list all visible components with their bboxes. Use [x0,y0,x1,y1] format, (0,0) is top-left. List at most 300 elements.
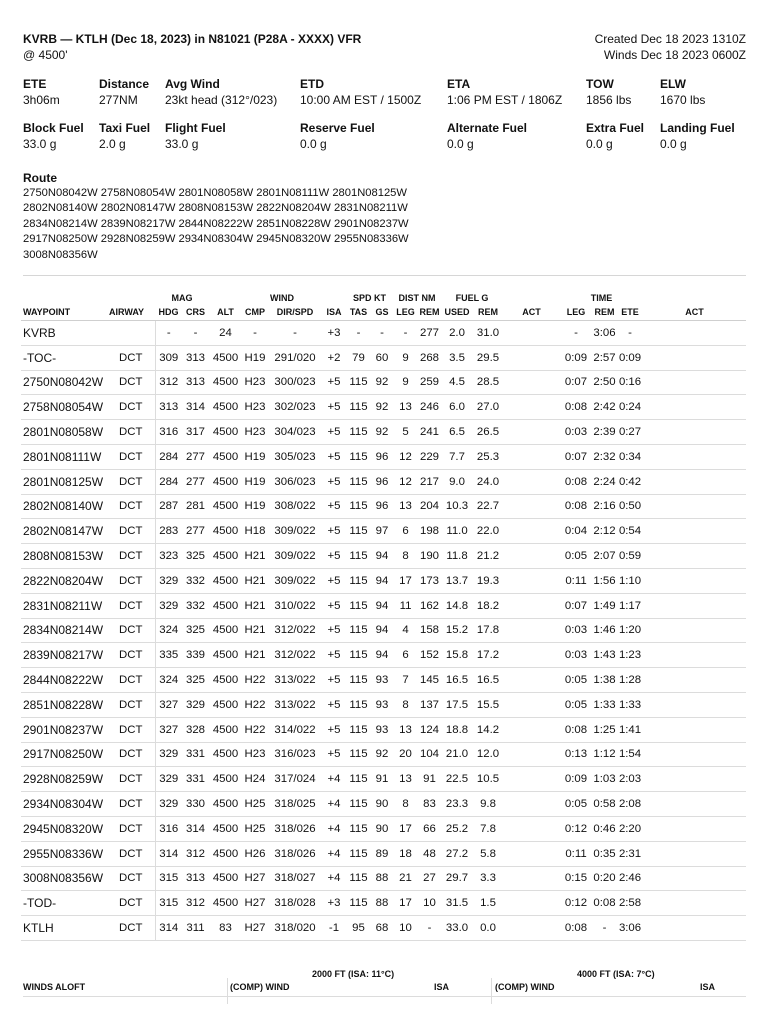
cell-hdg: 329 [155,568,182,593]
cell-fuel-used: 17.5 [441,692,473,717]
cell-alt: 4500 [209,767,242,792]
cell-wind-cmp: H21 [242,544,268,569]
cell-time-rem: 0:20 [592,866,617,891]
cell-ete: 2:03 [617,767,643,792]
cell-fuel-used: 7.7 [441,444,473,469]
cell-waypoint: 2928N08259W [21,767,107,792]
cell-crs: 311 [182,916,209,941]
cell-time-leg: 0:03 [560,643,592,668]
cell-wind-cmp: H19 [242,345,268,370]
group-distance: DIST NM [398,293,436,303]
cell-time-rem: 2:42 [592,395,617,420]
cell-dist-rem: 241 [418,420,441,445]
cell-waypoint: 2901N08237W [21,717,107,742]
cell-crs: 313 [182,370,209,395]
cell-hdg: 314 [155,916,182,941]
cell-time-rem: 0:46 [592,816,617,841]
cell-hdg: 315 [155,866,182,891]
cell-time-leg: 0:08 [560,916,592,941]
cell-dist-leg: 9 [393,345,418,370]
cell-airway: DCT [107,866,155,891]
cell-crs: 331 [182,742,209,767]
cell-time-leg: 0:11 [560,841,592,866]
cell-fuel-used: 10.3 [441,494,473,519]
cell-alt: 24 [209,321,242,346]
cell-fuel-rem: 12.0 [473,742,503,767]
cell-time-rem: 2:07 [592,544,617,569]
cell-airway [107,321,155,346]
cell-alt: 4500 [209,420,242,445]
cell-crs: 325 [182,544,209,569]
cell-dist-rem: 48 [418,841,441,866]
cell-wind-cmp: H19 [242,444,268,469]
cell-time-leg: 0:08 [560,494,592,519]
cell-time-act [643,742,746,767]
cell-ete: 1:17 [617,593,643,618]
cell-wind-dir-spd: 318/026 [268,816,322,841]
cell-time-leg: 0:15 [560,866,592,891]
cell-airway: DCT [107,395,155,420]
cell-time-rem: 1:56 [592,568,617,593]
fuel-row [23,120,753,164]
cell-hdg: 313 [155,395,182,420]
cell-hdg: 335 [155,643,182,668]
cell-gs: 96 [371,444,393,469]
cell-time-act [643,494,746,519]
cell-time-act [643,593,746,618]
cell-tas: 115 [346,692,371,717]
cell-time-act [643,544,746,569]
cell-crs: 329 [182,692,209,717]
cell-isa: +4 [322,767,346,792]
cell-tas: 115 [346,395,371,420]
cell-crs: 325 [182,668,209,693]
cell-time-act [643,767,746,792]
cell-gs: 94 [371,618,393,643]
cell-tas: 115 [346,866,371,891]
cell-ete: 2:46 [617,866,643,891]
cell-waypoint: KTLH [21,916,107,941]
col-header-dist-rem: REM [418,303,441,321]
cell-time-act [643,420,746,445]
cell-isa: +5 [322,469,346,494]
col-header-wind-dir-spd: DIR/SPD [268,303,322,321]
cell-airway: DCT [107,841,155,866]
cell-isa: +3 [322,891,346,916]
cell-dist-rem: 66 [418,816,441,841]
cell-waypoint: 2955N08336W [21,841,107,866]
cell-dist-leg: 12 [393,444,418,469]
winds-timestamp: Winds Dec 18 2023 0600Z [603,48,746,62]
cell-airway: DCT [107,643,155,668]
cell-waypoint: KVRB [21,321,107,346]
cell-wind-cmp: H23 [242,742,268,767]
cell-wind-dir-spd: 306/023 [268,469,322,494]
cell-hdg: 287 [155,494,182,519]
cell-gs: 96 [371,494,393,519]
cell-dist-rem: 27 [418,866,441,891]
cell-airway: DCT [107,816,155,841]
cell-airway: DCT [107,717,155,742]
cell-fuel-used: 22.5 [441,767,473,792]
cell-fuel-used: 6.0 [441,395,473,420]
table-row [21,717,746,742]
cell-time-rem: 2:50 [592,370,617,395]
cell-hdg: 327 [155,692,182,717]
cell-dist-rem: - [418,916,441,941]
summary-ete: ETE 3h06m [23,77,60,107]
cell-time-act [643,345,746,370]
cell-isa: +4 [322,792,346,817]
cell-crs: 332 [182,568,209,593]
cell-alt: 4500 [209,469,242,494]
summary-eta: ETA 1:06 PM EST / 1806Z [447,77,563,107]
cell-time-rem: 0:08 [592,891,617,916]
cell-airway: DCT [107,568,155,593]
cell-alt: 4500 [209,519,242,544]
table-row [21,321,746,346]
cell-time-rem: - [592,916,617,941]
cell-airway: DCT [107,519,155,544]
cell-alt: 4500 [209,692,242,717]
cell-crs: 281 [182,494,209,519]
cell-waypoint: 2839N08217W [21,643,107,668]
cell-gs: 96 [371,469,393,494]
cell-crs: 277 [182,444,209,469]
cell-gs: 94 [371,643,393,668]
fuel-block: Block Fuel 33.0 g [23,121,84,151]
fuel-taxi: Taxi Fuel 2.0 g [99,121,151,151]
cell-time-rem: 1:46 [592,618,617,643]
cell-isa: +5 [322,420,346,445]
cell-time-act [643,668,746,693]
header-timestamps [595,31,746,63]
cell-wind-cmp: H21 [242,643,268,668]
cell-fuel-used: 13.7 [441,568,473,593]
cell-fuel-used: 15.2 [441,618,473,643]
cell-wind-dir-spd: 318/027 [268,866,322,891]
cell-fuel-act [503,891,560,916]
cell-time-rem: 1:12 [592,742,617,767]
table-row [21,792,746,817]
route-line: 2750N08042W 2758N08054W 2801N08058W 2801N08111W 2801N08125W [23,187,407,199]
cell-time-rem: 0:58 [592,792,617,817]
cell-hdg: 284 [155,469,182,494]
cell-time-leg: 0:08 [560,469,592,494]
cell-fuel-used: 15.8 [441,643,473,668]
col-header-time-act: ACT [643,303,746,321]
cell-tas: 115 [346,792,371,817]
cell-hdg: 327 [155,717,182,742]
cell-alt: 4500 [209,444,242,469]
cell-dist-rem: 190 [418,544,441,569]
cell-fuel-used: 6.5 [441,420,473,445]
table-row [21,668,746,693]
cell-ete: 1:41 [617,717,643,742]
route-label: Route [23,171,57,185]
col-header-time-rem: REM [592,303,617,321]
summary-avg-wind: Avg Wind 23kt head (312°/023) [165,77,278,107]
cell-hdg: 324 [155,618,182,643]
cell-fuel-act [503,916,560,941]
cell-alt: 4500 [209,891,242,916]
cell-time-act [643,643,746,668]
route-line: 2917N08250W 2928N08259W 2934N08304W 2945N08320W 2955N08336W [23,233,409,246]
cell-gs: 93 [371,692,393,717]
summary-row [23,76,753,120]
cell-fuel-act [503,370,560,395]
cell-gs: 94 [371,544,393,569]
cell-wind-cmp: H27 [242,891,268,916]
cell-time-leg: 0:05 [560,692,592,717]
cell-fuel-rem: 15.5 [473,692,503,717]
group-mag: MAG [171,293,193,303]
cell-wind-cmp: H21 [242,593,268,618]
table-row [21,345,746,370]
cell-isa: +5 [322,618,346,643]
cell-wind-cmp: H21 [242,618,268,643]
cell-gs: 90 [371,792,393,817]
cell-alt: 83 [209,916,242,941]
cell-time-rem: 2:12 [592,519,617,544]
cell-isa: +4 [322,841,346,866]
cell-gs: 90 [371,816,393,841]
cell-waypoint: 2801N08125W [21,469,107,494]
cell-dist-leg: - [393,321,418,346]
cell-fuel-act [503,618,560,643]
cell-gs: 94 [371,593,393,618]
route-line: 2802N08140W 2802N08147W 2808N08153W 2822N08204W 2831N08211W [23,202,408,215]
cell-fuel-rem: 5.8 [473,841,503,866]
cell-dist-rem: 91 [418,767,441,792]
cell-waypoint: 2802N08147W [21,519,107,544]
cell-isa: +5 [322,568,346,593]
cell-fuel-rem: 9.8 [473,792,503,817]
cell-tas: 115 [346,519,371,544]
cell-gs: 92 [371,420,393,445]
cell-fuel-act [503,816,560,841]
cell-hdg: 316 [155,420,182,445]
cell-fuel-used: 23.3 [441,792,473,817]
table-row [21,370,746,395]
cell-hdg: 312 [155,370,182,395]
nav-log-table [21,290,746,941]
cell-fuel-act [503,321,560,346]
cell-hdg: 329 [155,593,182,618]
cell-fuel-rem: 0.0 [473,916,503,941]
cell-fuel-rem: 19.3 [473,568,503,593]
cell-time-leg: 0:03 [560,618,592,643]
cell-ete: 0:16 [617,370,643,395]
cell-waypoint: 2917N08250W [21,742,107,767]
cell-isa: +5 [322,742,346,767]
cell-gs: - [371,321,393,346]
cell-dist-rem: 83 [418,792,441,817]
cell-fuel-rem: 22.0 [473,519,503,544]
cell-isa: +5 [322,717,346,742]
cell-fuel-used: 14.8 [441,593,473,618]
table-row [21,519,746,544]
cell-waypoint: 2802N08140W [21,494,107,519]
cell-tas: 115 [346,891,371,916]
cell-ete: 3:06 [617,916,643,941]
cell-wind-dir-spd: 291/020 [268,345,322,370]
summary-elw: ELW 1670 lbs [660,77,706,107]
cell-tas: 115 [346,444,371,469]
cell-crs: 330 [182,792,209,817]
cell-hdg: 316 [155,816,182,841]
cell-time-leg: 0:05 [560,544,592,569]
cell-dist-rem: 277 [418,321,441,346]
cell-dist-leg: 10 [393,916,418,941]
section-divider [23,275,746,276]
cell-wind-dir-spd: 313/022 [268,692,322,717]
col-header-time-leg: LEG [560,303,592,321]
cell-wind-cmp: H25 [242,792,268,817]
cell-fuel-used: 25.2 [441,816,473,841]
table-row [21,841,746,866]
cell-time-rem: 2:32 [592,444,617,469]
fuel-flight: Flight Fuel 33.0 g [165,121,226,151]
cell-waypoint: -TOC- [21,345,107,370]
cell-dist-leg: 20 [393,742,418,767]
cell-isa: +5 [322,643,346,668]
cell-wind-cmp: H25 [242,816,268,841]
cell-dist-rem: 104 [418,742,441,767]
cell-gs: 97 [371,519,393,544]
cell-hdg: 329 [155,742,182,767]
cell-ete: 0:34 [617,444,643,469]
winds-alt-2000: 2000 FT (ISA: 11°C) [312,969,395,979]
cell-gs: 91 [371,767,393,792]
cell-time-leg: 0:07 [560,370,592,395]
cell-dist-rem: 152 [418,643,441,668]
cell-wind-dir-spd: 313/022 [268,668,322,693]
cell-time-act [643,618,746,643]
cell-dist-leg: 21 [393,866,418,891]
cell-alt: 4500 [209,395,242,420]
cell-time-rem: 1:43 [592,643,617,668]
cell-dist-rem: 10 [418,891,441,916]
cell-wind-cmp: H22 [242,717,268,742]
cell-gs: 60 [371,345,393,370]
cell-airway: DCT [107,469,155,494]
summary-tow: TOW 1856 lbs [586,77,632,107]
cell-fuel-act [503,469,560,494]
winds-isa-header-1: ISA [434,982,450,992]
cell-fuel-act [503,668,560,693]
cell-wind-dir-spd: 302/023 [268,395,322,420]
cell-fuel-used: 3.5 [441,345,473,370]
cell-dist-leg: 12 [393,469,418,494]
cell-time-rem: 2:16 [592,494,617,519]
cell-ete: 0:42 [617,469,643,494]
cell-gs: 89 [371,841,393,866]
table-row [21,395,746,420]
cell-dist-leg: 13 [393,494,418,519]
cell-wind-dir-spd: 308/022 [268,494,322,519]
cell-crs: 339 [182,643,209,668]
cell-time-rem: 2:39 [592,420,617,445]
cell-crs: 332 [182,593,209,618]
table-row [21,891,746,916]
summary-block [23,76,753,164]
cell-waypoint: 2831N08211W [21,593,107,618]
table-row [21,593,746,618]
cell-isa: +5 [322,444,346,469]
cell-wind-cmp: H23 [242,395,268,420]
cell-fuel-used: 21.0 [441,742,473,767]
cell-waypoint: 2844N08222W [21,668,107,693]
cell-time-leg: 0:09 [560,767,592,792]
cell-wind-dir-spd: 312/022 [268,643,322,668]
cell-hdg: 324 [155,668,182,693]
cell-tas: - [346,321,371,346]
cell-isa: +5 [322,395,346,420]
cell-alt: 4500 [209,643,242,668]
cell-fuel-rem: 17.2 [473,643,503,668]
cell-dist-leg: 4 [393,618,418,643]
cell-airway: DCT [107,494,155,519]
table-row [21,544,746,569]
cell-hdg: 329 [155,792,182,817]
cell-time-leg: 0:12 [560,891,592,916]
route-line: 2834N08214W 2839N08217W 2844N08222W 2851N08228W 2901N08237W [23,217,409,230]
cell-ete: 2:58 [617,891,643,916]
cell-hdg: 283 [155,519,182,544]
winds-aloft-section [23,964,746,1004]
table-row [21,568,746,593]
cell-tas: 115 [346,767,371,792]
winds-divider [491,978,492,1004]
cell-fuel-used: 27.2 [441,841,473,866]
cell-alt: 4500 [209,618,242,643]
cell-alt: 4500 [209,742,242,767]
cell-time-rem: 2:24 [592,469,617,494]
cell-fuel-rem: 1.5 [473,891,503,916]
col-header-alt: ALT [209,303,242,321]
cell-wind-cmp: H21 [242,568,268,593]
cell-fuel-used: 4.5 [441,370,473,395]
cell-airway: DCT [107,742,155,767]
winds-aloft-label: WINDS ALOFT [23,982,86,992]
cell-dist-leg: 9 [393,370,418,395]
cell-fuel-rem: 24.0 [473,469,503,494]
cell-fuel-used: 33.0 [441,916,473,941]
cell-tas: 115 [346,593,371,618]
cell-dist-leg: 17 [393,568,418,593]
cell-dist-leg: 13 [393,717,418,742]
cell-time-act [643,568,746,593]
table-row [21,692,746,717]
cell-wind-cmp: H27 [242,916,268,941]
col-header-wind-cmp: CMP [242,303,268,321]
cell-fuel-act [503,792,560,817]
cell-time-leg: 0:05 [560,668,592,693]
cell-fuel-act [503,742,560,767]
cell-crs: 331 [182,767,209,792]
cell-alt: 4500 [209,866,242,891]
cell-tas: 115 [346,841,371,866]
cell-wind-dir-spd: - [268,321,322,346]
fuel-landing: Landing Fuel 0.0 g [660,121,735,151]
cell-time-rem: 1:33 [592,692,617,717]
cell-time-act [643,717,746,742]
group-time: TIME [590,293,613,303]
cell-fuel-act [503,643,560,668]
cell-wind-cmp: - [242,321,268,346]
cell-wind-cmp: H22 [242,668,268,693]
